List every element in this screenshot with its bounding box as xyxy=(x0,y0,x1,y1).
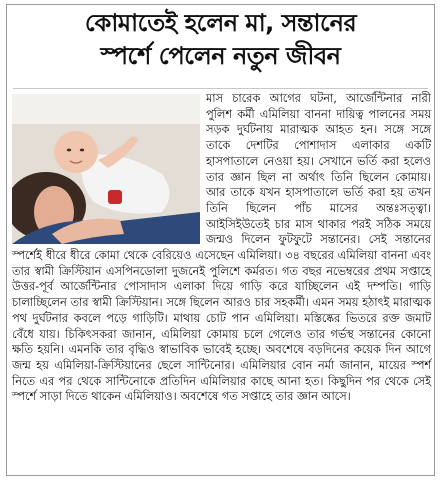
baby-clothing-stripe xyxy=(108,190,122,204)
headline xyxy=(7,7,434,73)
article-body: মাস চারেক আগের ঘটনা, আর্জেন্টিনার নারী পুলিশ কর্মী এমিলিয়া বাননা দায়িত্ব পালনের সময় সড়ক দুর্ঘটনায় মারাত্মক আহত হন। সঙ্গে সঙ্গে তাকে দেশটির পোশাদাস এলাকার একটি হাসপাতালে নেওয়া হয়। সেখানে ভর্তি করা হলেও তার জ্ঞান ছিল না অর্থাৎ তিনি ছিলেন কোমায়। আর তাকে যখন হাসপাতালে ভর্তি করা হয় তখন তিনি ছিলেন পাঁচ মাসের অন্তঃসত্ত্বা। আইসিইউতেই চার মাস থাকার পরই সঠিক সময়ে জন্মও দিলেন ফুটফুটে সন্তানের। সেই সন্তানের স্পর্শেই ধীরে ধীরে কোমা থেকে বেরিয়েও এসেছেন এমিলিয়া। ৩৪ বছরের এমিলিয়া বাননা এবং তার স্বামী ক্রিস্টিয়ান এসপিনডোলা দুজনেই পুলিশে কর্মরত। গত বছর নভেম্বরের প্রথম সপ্তাহে উত্তর-পূর্ব আর্জেন্টিনার পোসাদাস এলাকা দিয়ে গাড়ি করে যাচ্ছিলেন এই দম্পতি। গাড়ি চালাচ্ছিলেন তার স্বামী ক্রিস্টিয়ান। সঙ্গে ছিলেন আরও চার সহকর্মী। এমন সময় হঠাৎই মারাত্মক পথ দুর্ঘটনার কবলে পড়ে গাড়িটি। মাথায় চোট পান এমিলিয়া। মস্তিষ্কের ভিতরে রক্ত জমাট বেঁধে যায়। চিকিৎসকরা জানান, এমিলিয়া কোমায় চলে গেলেও তার গর্ভস্থ সন্তানের কোনো ক্ষতি হয়নি। এমনকি তার বৃদ্ধিও স্বাভাবিক ভাবেই হচ্ছে। অবশেষে বড়দিনের কয়েক দিন আগে জন্ম হয় এমিলিয়া-ক্রিস্টিয়ানের ছেলে সান্টিনোর। এমিলিয়ার বোন নর্মা জানান, মায়ের স্পর্শ নিতে এর পর থেকে সান্টিনোকে প্রতিদিন এমিলিয়ার কাছে আনা হত। কিছুদিন পর থেকে সেই স্পর্শে সাড়া দিতে থাকেন এমিলিয়াও। অবশেষে গত সপ্তাহে তার জ্ঞান আসে। xyxy=(12,92,431,404)
headline-line-2: স্পর্শে পেলেন নতুন জীবন xyxy=(100,42,341,70)
baby-head xyxy=(54,131,98,173)
news-clipping xyxy=(6,4,435,476)
pillow xyxy=(12,94,200,124)
mother-and-baby-photo xyxy=(12,94,200,244)
headline-divider xyxy=(13,88,428,89)
baby-eye-right xyxy=(80,149,84,152)
article-body-container xyxy=(12,91,431,475)
headline-line-1: কোমাতেই হলেন মা, সন্তানের xyxy=(84,9,357,37)
photo-illustration xyxy=(12,94,200,244)
baby-eye-left xyxy=(67,149,71,152)
